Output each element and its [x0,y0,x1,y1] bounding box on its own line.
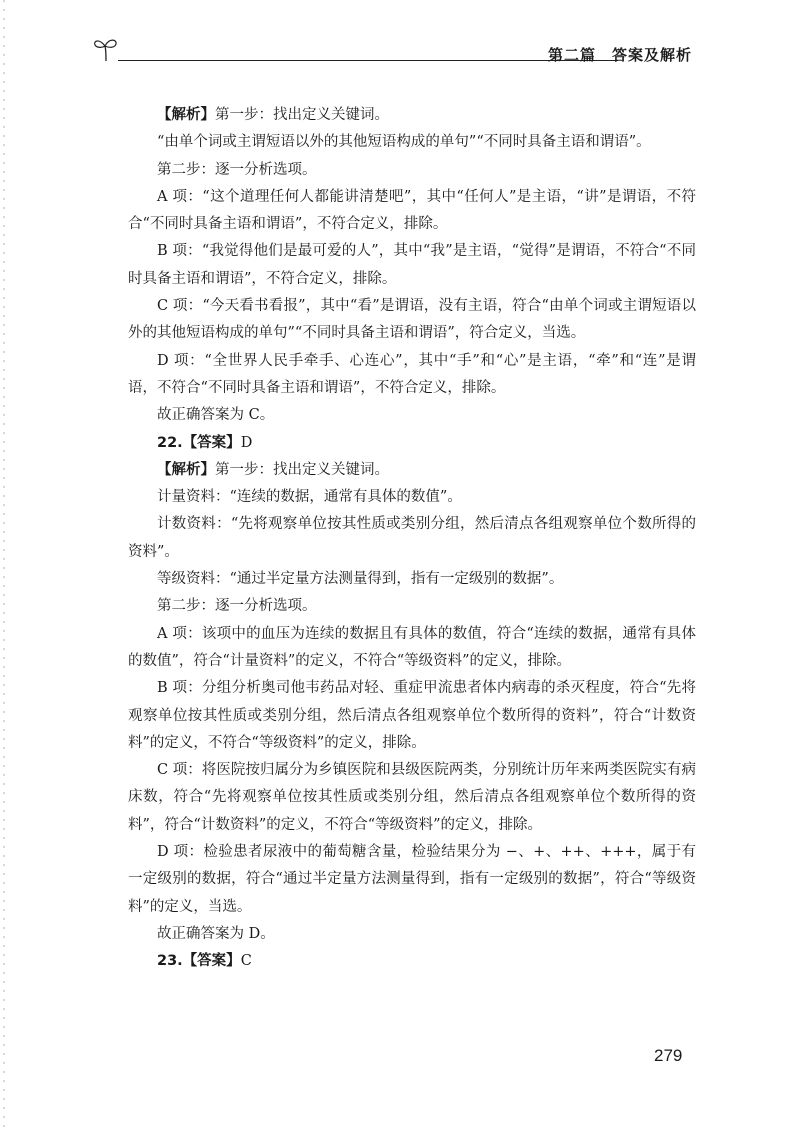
analysis-label: 【解析】 [157,461,215,478]
paragraph: “由单个词或主谓短语以外的其他短语构成的单句”“不同时具备主语和谓语”。 [157,134,651,151]
conclusion-paragraph: 故正确答案为 C。 [157,407,275,424]
option-d-paragraph: D 项：“全世界人民手牵手、心连心”，其中“手”和“心”是主语，“牵”和“连”是谓语，不符合“不同时具备主语和谓语”，不符合定义，排除。 [128,352,696,396]
definition-paragraph: 计数资料：“先将观察单位按其性质或类别分组，然后清点各组观察单位个数所得的资料”。 [128,516,696,560]
header-title: 第二篇 答案及解析 [547,46,692,64]
question-22-answer: 22.【答案】D [157,434,253,451]
option-c-paragraph: C 项：将医院按归属分为乡镇医院和县级医院两类，分别统计历年来两类医院实有病床数，符合“先将观察单位按其性质或类别分组，然后清点各组观察单位个数所得的资料”，符合“计数资料”的定义，不符合“等级资料”的定义，排除。 [128,762,696,833]
option-a-paragraph: A 项：“这个道理任何人都能讲清楚吧”，其中“任何人”是主语，“讲”是谓语，不符合“不同时具备主语和谓语”，不符合定义，排除。 [128,188,696,233]
page-header [92,34,692,64]
option-b-paragraph: B 项：“我觉得他们是最可爱的人”，其中“我”是主语，“觉得”是谓语，不符合“不同时具备主语和谓语”，不符合定义，排除。 [128,243,696,287]
header-rule [118,60,618,61]
answer-label: 22.【答案】 [157,434,241,451]
option-b-paragraph: B 项：分组分析奥司他韦药品对轻、重症甲流患者体内病毒的杀灭程度，符合“先将观察单位按其性质或类别分组，然后清点各组观察单位个数所得的资料”，符合“计数资料”的定义，不符合“等级资料”的定义，排除。 [128,680,696,751]
option-d-paragraph: D 项：检验患者尿液中的葡萄糖含量，检验结果分为 −、+、++、+++，属于有一定级别的数据，符合“通过半定量方法测量得到，指有一定级别的数据”，符合“等级资料”的定义，当选。 [128,844,696,915]
paragraph: 第二步：逐一分析选项。 [157,161,317,178]
analysis-label: 【解析】 [157,107,215,123]
answer-text [128,102,696,976]
definition-paragraph: 计量资料：“连续的数据，通常有具体的数值”。 [157,489,462,506]
paragraph: 【解析】第一步：找出定义关键词。 [157,461,389,478]
paragraph: 第二步：逐一分析选项。 [157,598,317,615]
option-c-paragraph: C 项：“今天看书看报”，其中“看”是谓语，没有主语，符合“由单个词或主谓短语以外的其他短语构成的单句”“不同时具备主语和谓语”，符合定义，当选。 [128,298,696,342]
conclusion-paragraph: 故正确答案为 D。 [157,925,275,942]
definition-paragraph: 等级资料：“通过半定量方法测量得到，指有一定级别的数据”。 [157,571,564,588]
page-number: 279 [654,1046,683,1065]
question-23-answer: 23.【答案】C [157,953,252,970]
scan-margin-artifact [3,0,5,1130]
option-a-paragraph: A 项：该项中的血压为连续的数据且有具体的数值，符合“连续的数据，通常有具体的数值”，符合“计量资料”的定义，不符合“等级资料”的定义，排除。 [128,625,696,669]
answer-label: 23.【答案】 [157,953,241,970]
paragraph: 【解析】第一步：找出定义关键词。 [157,107,389,123]
